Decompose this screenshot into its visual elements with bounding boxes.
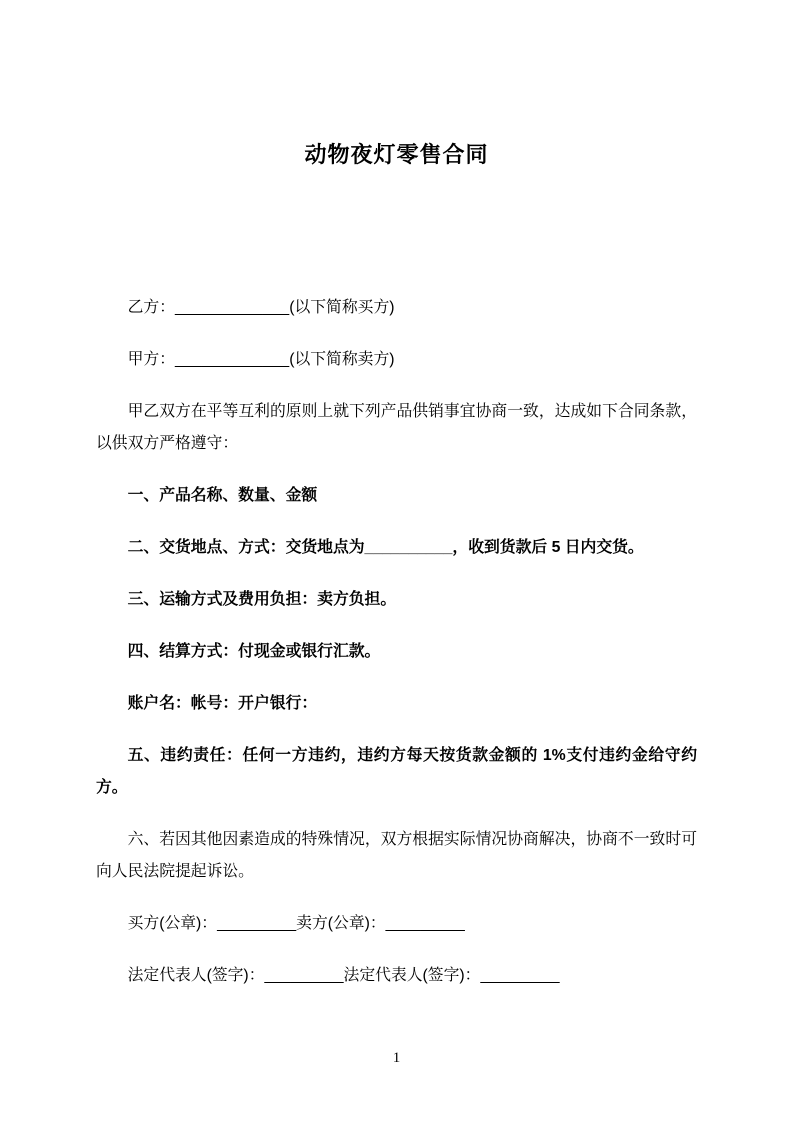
contract-paragraph: 五、违约责任：任何一方违约，违约方每天按货款金额的 1%支付违约金给守约方。 xyxy=(96,747,697,796)
page-footer xyxy=(0,1046,793,1070)
page-number: 1 xyxy=(392,1050,401,1066)
contract-paragraph: 乙方：_____________(以下简称买方) xyxy=(127,299,395,316)
contract-paragraph: 账户名：帐号：开户银行： xyxy=(127,695,318,712)
contract-paragraph: 甲乙双方在平等互利的原则上就下列产品供销事宜协商一致，达成如下合同条款，以供双方严格遵守： xyxy=(96,403,697,452)
contract-paragraph: 二、交货地点、方式：交货地点为__________，收到货款后 5 日内交货。 xyxy=(127,539,644,556)
contract-paragraph: 甲方：_____________(以下简称卖方) xyxy=(127,351,395,368)
contract-paragraph: 三、运输方式及费用负担：卖方负担。 xyxy=(127,591,397,608)
contract-paragraph: 四、结算方式：付现金或银行汇款。 xyxy=(127,643,381,660)
contract-paragraph: 买方(公章)：_________卖方(公章)：_________ xyxy=(127,915,465,932)
document-body xyxy=(96,292,697,992)
contract-paragraph: 法定代表人(签字)：_________法定代表人(签字)：_________ xyxy=(127,967,560,984)
contract-paragraph: 六、若因其他因素造成的特殊情况，双方根据实际情况协商解决，协商不一致时可向人民法院提起诉讼。 xyxy=(96,831,697,880)
contract-paragraph: 一、产品名称、数量、金额 xyxy=(127,487,318,504)
document-title: 动物夜灯零售合同 xyxy=(304,142,489,167)
